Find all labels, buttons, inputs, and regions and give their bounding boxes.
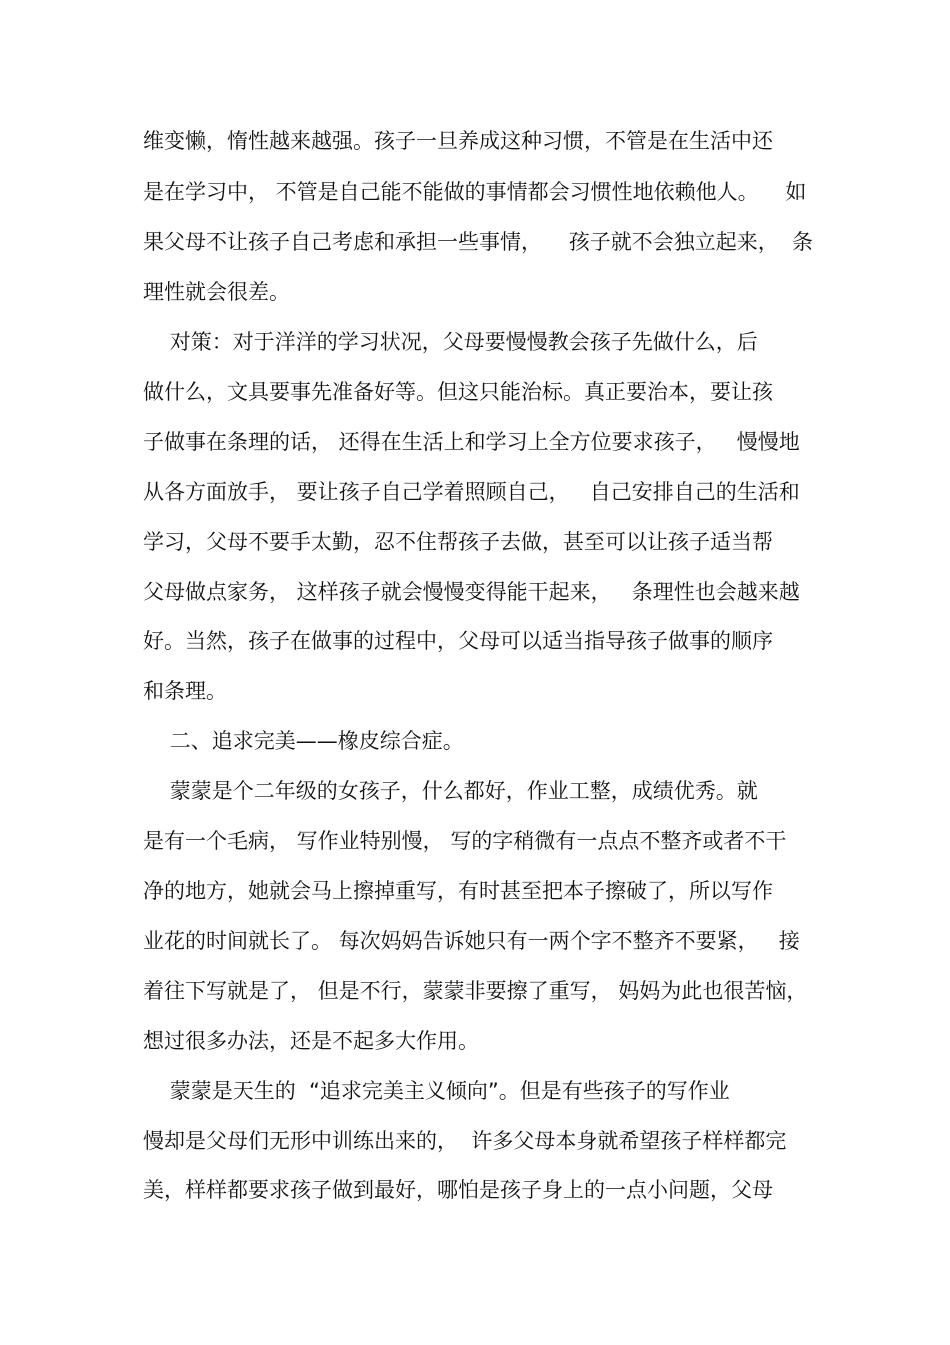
text-line: 业花的时间就长了。 每次妈妈告诉她只有一两个字不整齐不要紧， 接 — [143, 929, 800, 953]
text-line: 想过很多办法，还是不起多大作用。 — [143, 1029, 479, 1053]
text-line: 着往下写就是了， 但是不行，蒙蒙非要擦了重写， 妈妈为此也很苦恼， — [143, 979, 808, 1003]
text-line: 是有一个毛病， 写作业特别慢， 写的字稍微有一点点不整齐或者不干 — [143, 829, 787, 853]
text-line: 净的地方，她就会马上擦掉重写，有时甚至把本子擦破了，所以写作 — [143, 879, 773, 903]
text-line: 子做事在条理的话， 还得在生活上和学习上全方位要求孩子， 慢慢地 — [143, 430, 800, 454]
text-line: 理性就会很差。 — [143, 280, 290, 304]
text-line: 对策：对于洋洋的学习状况，父母要慢慢教会孩子先做什么，后 — [143, 330, 758, 354]
section-heading: 二、追求完美——橡皮综合症。 — [143, 729, 464, 753]
text-line: 美，样样都要求孩子做到最好，哪怕是孩子身上的一点小问题，父母 — [143, 1178, 773, 1202]
text-line: 慢却是父母们无形中训练出来的， 许多父母本身就希望孩子样样都完 — [143, 1129, 787, 1153]
text-line: 从各方面放手， 要让孩子自己学着照顾自己， 自己安排自己的生活和 — [143, 480, 800, 504]
text-line: 蒙蒙是天生的 “追求完美主义倾向”。但是有些孩子的写作业 — [143, 1079, 730, 1103]
text-line: 好。当然，孩子在做事的过程中，父母可以适当指导孩子做事的顺序 — [143, 629, 773, 653]
text-line: 维变懒，惰性越来越强。孩子一旦养成这种习惯，不管是在生活中还 — [143, 129, 773, 153]
text-line: 和条理。 — [143, 679, 227, 703]
text-line: 是在学习中， 不管是自己能不能做的事情都会习惯性地依赖他人。 如 — [143, 180, 807, 204]
text-line: 父母做点家务， 这样孩子就会慢慢变得能干起来， 条理性也会越来越 — [143, 580, 800, 604]
text-line: 蒙蒙是个二年级的女孩子，什么都好，作业工整，成绩优秀。就 — [143, 779, 758, 803]
text-line: 做什么，文具要事先准备好等。但这只能治标。真正要治本，要让孩 — [143, 380, 773, 404]
text-line: 学习，父母不要手太勤，忍不住帮孩子去做，甚至可以让孩子适当帮 — [143, 530, 773, 554]
text-line: 果父母不让孩子自己考虑和承担一些事情， 孩子就不会独立起来， 条 — [143, 230, 814, 254]
